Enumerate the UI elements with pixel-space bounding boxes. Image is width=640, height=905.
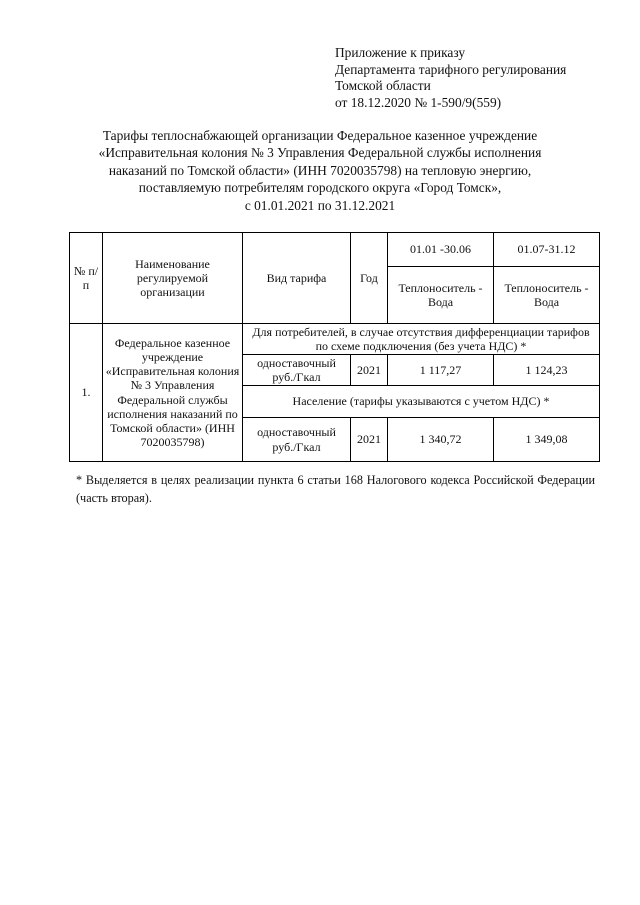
- appendix-order-date: от 18.12.2020 № 1-590/9(559): [335, 94, 502, 110]
- year-cell: 2021: [351, 418, 388, 462]
- header-period-1: 01.01 -30.06: [388, 233, 494, 267]
- tariff-table: [69, 232, 600, 462]
- tariff-type-cell: одноставочный руб./Гкал: [243, 355, 351, 386]
- row-organization: Федеральное казенное учреждение «Исправительная колония № 3 Управления Федеральной службы исполнения наказаний по Томской области» (ИНН 7020035798): [103, 324, 243, 462]
- title-line: поставляемую потребителям городского округа «Город Томск»,: [138, 180, 502, 196]
- tariff-type-cell: одноставочный руб./Гкал: [243, 418, 351, 462]
- header-period-2: 01.07-31.12: [494, 233, 600, 267]
- tariff-value-cell: 1 124,23: [494, 355, 600, 386]
- header-tariff-type: Вид тарифа: [243, 233, 351, 324]
- table-header-row: [70, 233, 600, 267]
- footnote: * Выделяется в целях реализации пункта 6 статьи 168 Налогового кодекса Российской Федерации (часть вторая).: [76, 473, 595, 505]
- appendix-line: Томской области: [335, 78, 431, 93]
- section-label-population: Население (тарифы указываются с учетом НДС) *: [243, 386, 600, 418]
- year-cell: 2021: [351, 355, 388, 386]
- tariff-value-cell: 1 117,27: [388, 355, 494, 386]
- tariff-value-cell: 1 340,72: [388, 418, 494, 462]
- tariff-value-cell: 1 349,08: [494, 418, 600, 462]
- table-row: [70, 324, 600, 355]
- header-carrier-2: Теплоноситель - Вода: [494, 267, 600, 324]
- document-title: [60, 127, 580, 214]
- title-line: Тарифы теплоснабжающей организации Федеральное казенное учреждение: [102, 128, 538, 143]
- title-line: наказаний по Томской области» (ИНН 7020035798) на тепловую энергию,: [108, 162, 532, 178]
- section-label-consumers: Для потребителей, в случае отсутствия дифференциации тарифов по схеме подключения (без учета НДС) *: [243, 324, 600, 355]
- appendix-header: [335, 45, 625, 111]
- title-line: «Исправительная колония № 3 Управления Федеральной службы исполнения: [98, 145, 542, 161]
- row-number: 1.: [70, 324, 103, 462]
- appendix-line: Департамента тарифного регулирования: [335, 61, 567, 77]
- header-carrier-1: Теплоноситель - Вода: [388, 267, 494, 324]
- header-number: № п/п: [70, 233, 103, 324]
- appendix-line: Приложение к приказу: [335, 45, 466, 60]
- title-period: с 01.01.2021 по 31.12.2021: [244, 197, 396, 213]
- header-year: Год: [351, 233, 388, 324]
- header-organization: Наименование регулируемой организации: [103, 233, 243, 324]
